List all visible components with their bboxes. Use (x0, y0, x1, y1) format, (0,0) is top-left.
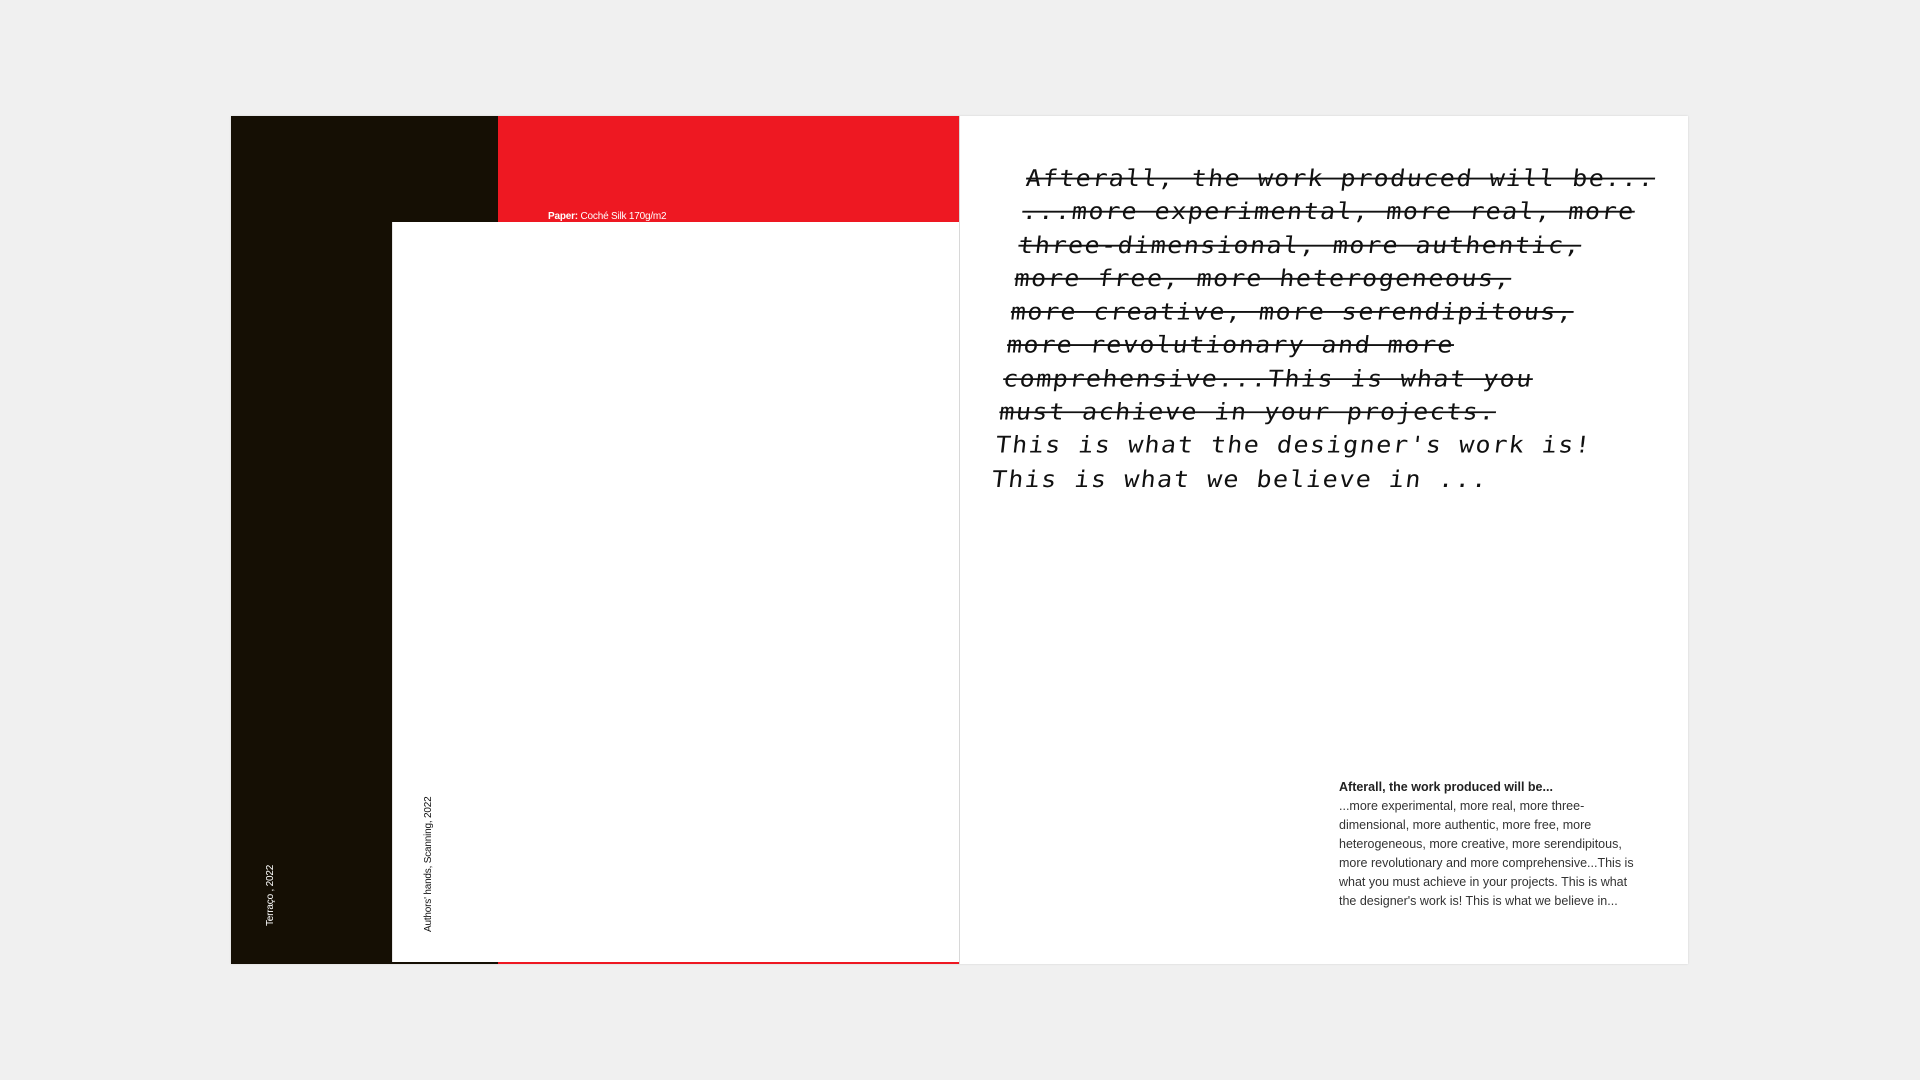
white-sheet (392, 222, 959, 962)
left-page (231, 116, 959, 964)
handwritten-line: Afterall, the work produced will be... (1024, 164, 1657, 192)
caption-title: Afterall, the work produced will be... (1339, 780, 1553, 794)
handwritten-line: more free, more heterogeneous, (1013, 264, 1513, 292)
handwritten-line: This is what the designer's work is! (994, 431, 1594, 459)
handwritten-line: more revolutionary and more (1005, 331, 1456, 359)
paper-spec-key: Paper: (548, 211, 578, 222)
handwritten-line: three-dimensional, more authentic, (1017, 231, 1583, 259)
paper-spec-label (548, 211, 666, 222)
paper-spec-value: Coché Silk 170g/m2 (580, 211, 667, 222)
caption-text-block (1339, 778, 1634, 911)
handwritten-line: must achieve in your projects. (997, 398, 1498, 426)
handwritten-line: ...more experimental, more real, more (1020, 198, 1637, 225)
terraco-caption: Terraço , 2022 (265, 864, 276, 926)
authors-hands-caption: Authors' hands, Scanning, 2022 (423, 796, 434, 932)
caption-body: ...more experimental, more real, more three-dimensional, more authentic, more free, more heterogeneous, more creative, more serendipitous, more revolutionary and more comprehensive...This is what you must achieve in your projects. This is what the designer's work is! This is what we believe in... (1339, 799, 1634, 908)
handwritten-line: comprehensive...This is what you (1001, 365, 1535, 392)
handwritten-line: more creative, more serendipitous, (1009, 298, 1576, 326)
handwritten-line: This is what we believe in ... (990, 465, 1490, 492)
handwritten-text-block (990, 162, 1657, 496)
